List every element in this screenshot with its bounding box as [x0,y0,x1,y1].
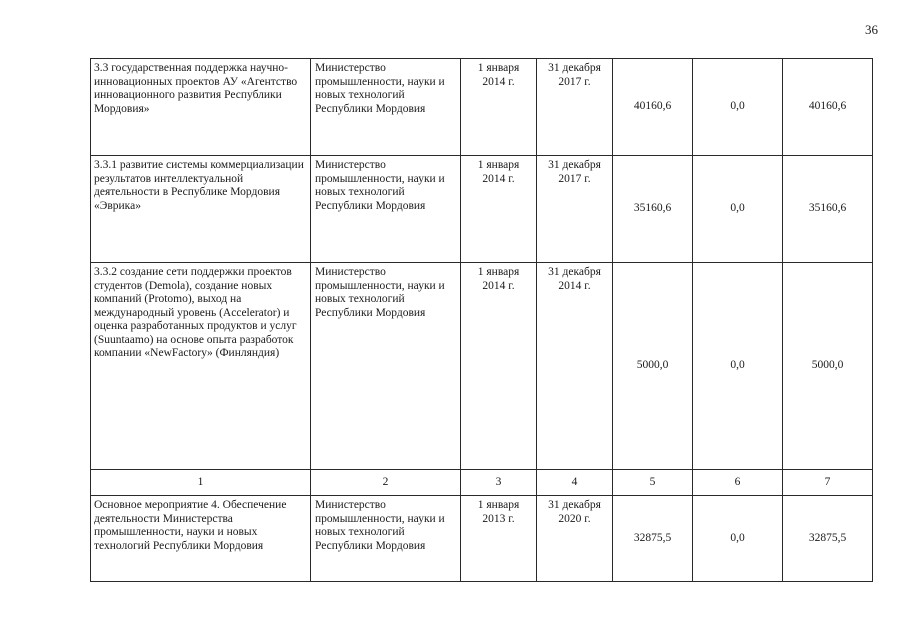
program-activities-table [90,58,873,582]
total-amount-cell: 5000,0 [613,263,693,470]
total-amount-cell: 40160,6 [613,59,693,156]
start-date-cell: 1 января 2013 г. [461,496,537,582]
regional-amount-cell: 5000,0 [783,263,873,470]
page-number: 36 [865,22,878,37]
table-row [91,496,873,582]
column-number: 4 [537,470,613,496]
end-date-cell: 31 декабря 2017 г. [537,156,613,263]
column-number: 7 [783,470,873,496]
total-amount-cell: 32875,5 [613,496,693,582]
table-row [91,156,873,263]
federal-amount-cell: 0,0 [693,496,783,582]
start-date-cell: 1 января 2014 г. [461,59,537,156]
column-number: 5 [613,470,693,496]
regional-amount-cell: 32875,5 [783,496,873,582]
federal-amount-cell: 0,0 [693,59,783,156]
executor-cell: Министерство промышленности, науки и новых технологий Республики Мордовия [311,156,461,263]
column-number: 2 [311,470,461,496]
end-date-cell: 31 декабря 2017 г. [537,59,613,156]
table-row [91,59,873,156]
start-date-cell: 1 января 2014 г. [461,263,537,470]
table-row [91,263,873,470]
activity-description: 3.3 государственная поддержка научно-инновационных проектов АУ «Агентство инновационного развития Республики Мордовия» [91,59,311,156]
start-date-cell: 1 января 2014 г. [461,156,537,263]
column-number: 3 [461,470,537,496]
column-number-row [91,470,873,496]
federal-amount-cell: 0,0 [693,263,783,470]
executor-cell: Министерство промышленности, науки и новых технологий Республики Мордовия [311,496,461,582]
end-date-cell: 31 декабря 2020 г. [537,496,613,582]
activity-description: 3.3.1 развитие системы коммерциализации результатов интеллектуальной деятельности в Республике Мордовия «Эврика» [91,156,311,263]
activity-description: Основное мероприятие 4. Обеспечение деятельности Министерства промышленности, науки и новых технологий Республики Мордовия [91,496,311,582]
activity-description: 3.3.2 создание сети поддержки проектов студентов (Demola), создание новых компаний (Protomo), выход на международный уровень (Accelerator) и оценка разработанных продуктов и услуг (Suuntaamo) на основе опыта разработок компании «NewFactory» (Финляндия) [91,263,311,470]
column-number: 6 [693,470,783,496]
federal-amount-cell: 0,0 [693,156,783,263]
total-amount-cell: 35160,6 [613,156,693,263]
regional-amount-cell: 40160,6 [783,59,873,156]
column-number: 1 [91,470,311,496]
executor-cell: Министерство промышленности, науки и новых технологий Республики Мордовия [311,59,461,156]
regional-amount-cell: 35160,6 [783,156,873,263]
end-date-cell: 31 декабря 2014 г. [537,263,613,470]
executor-cell: Министерство промышленности, науки и новых технологий Республики Мордовия [311,263,461,470]
